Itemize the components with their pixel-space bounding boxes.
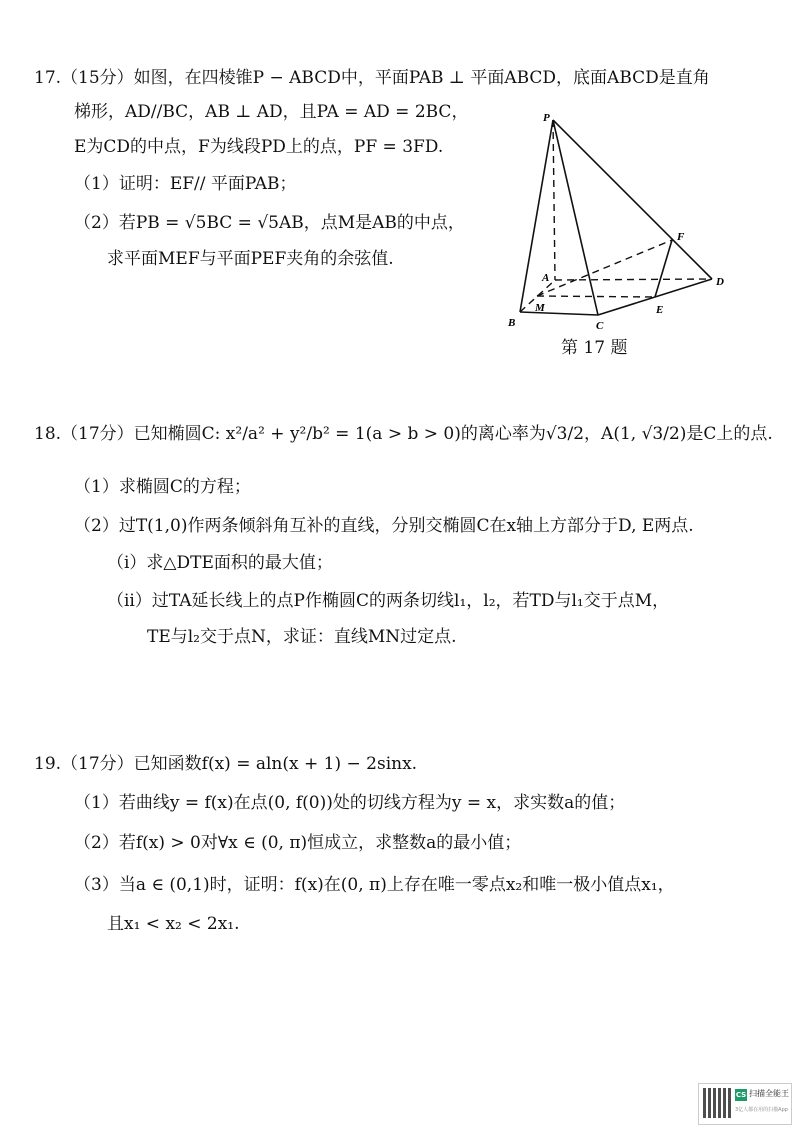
label-M: M — [535, 302, 545, 314]
q18-part1: （1）求椭圆C的方程； — [74, 477, 251, 497]
edge-PA — [553, 120, 555, 280]
segment-MF — [537, 240, 672, 296]
q19-part3-line1: （3）当a ∈ (0,1)时，证明：f(x)在(0, π)上存在唯一零点x₂和唯一极小值点x₁， — [74, 875, 675, 895]
segment-EF — [655, 240, 672, 297]
label-B: B — [508, 317, 516, 329]
q18-sub1: （i）求△DTE面积的最大值； — [107, 553, 333, 573]
label-E: E — [656, 304, 664, 316]
edge-PC — [553, 120, 598, 315]
q18-sub2-line2: TE与l₂交于点N，求证：直线MN过定点. — [147, 627, 457, 647]
label-D: D — [716, 276, 724, 288]
edge-AD — [555, 279, 712, 280]
q19-part3-line2: 且x₁ < x₂ < 2x₁. — [107, 914, 240, 934]
edge-PD — [553, 120, 712, 279]
q17-stem-line1: 17.（15分）如图，在四棱锥P − ABCD中，平面PAB ⊥ 平面ABCD，底面ABCD是直角 — [34, 68, 710, 88]
scanner-subtitle: 3亿人都在用的扫描App — [735, 1107, 788, 1113]
q17-stem-line2: 梯形，AD//BC，AB ⊥ AD，且PA = AD = 2BC， — [74, 102, 469, 122]
segment-ME — [537, 296, 655, 297]
figure-caption: 第 17 题 — [561, 338, 628, 358]
q17-stem-line3: E为CD的中点，F为线段PD上的点，PF = 3FD. — [74, 137, 444, 157]
camscanner-logo-icon: CS — [735, 1091, 747, 1099]
q18-sub2-line1: （ii）过TA延长线上的点P作椭圆C的两条切线l₁，l₂，若TD与l₁交于点M， — [107, 591, 670, 611]
q18-part2: （2）过T(1,0)作两条倾斜角互补的直线，分别交椭圆C在x轴上方部分于D, E两点. — [74, 516, 694, 536]
label-F: F — [677, 231, 685, 243]
q19-part1: （1）若曲线y = f(x)在点(0, f(0))处的切线方程为y = x，求实数a的值； — [74, 793, 626, 813]
label-A: A — [542, 272, 550, 284]
q19-part2: （2）若f(x) > 0对∀x ∈ (0, π)恒成立，求整数a的最小值； — [74, 833, 522, 853]
qr-code-icon — [703, 1088, 731, 1118]
scanner-title: 扫描全能王 — [749, 1089, 789, 1098]
q17-part1: （1）证明：EF// 平面PAB； — [74, 174, 297, 194]
scanner-watermark — [698, 1083, 792, 1125]
q17-part2-line2: 求平面MEF与平面PEF夹角的余弦值. — [107, 249, 394, 269]
edge-BC — [520, 312, 598, 315]
q17-part2-line1: （2）若PB = √5BC = √5AB，点M是AB的中点， — [74, 213, 465, 233]
label-C: C — [596, 320, 604, 332]
label-P: P — [543, 112, 550, 124]
q19-stem: 19.（17分）已知函数f(x) = aln(x + 1) − 2sinx. — [34, 754, 418, 774]
q18-stem: 18.（17分）已知椭圆C: x²/a² + y²/b² = 1(a > b > 0)的离心率为√3/2，A(1, √3/2)是C上的点. — [34, 424, 773, 444]
